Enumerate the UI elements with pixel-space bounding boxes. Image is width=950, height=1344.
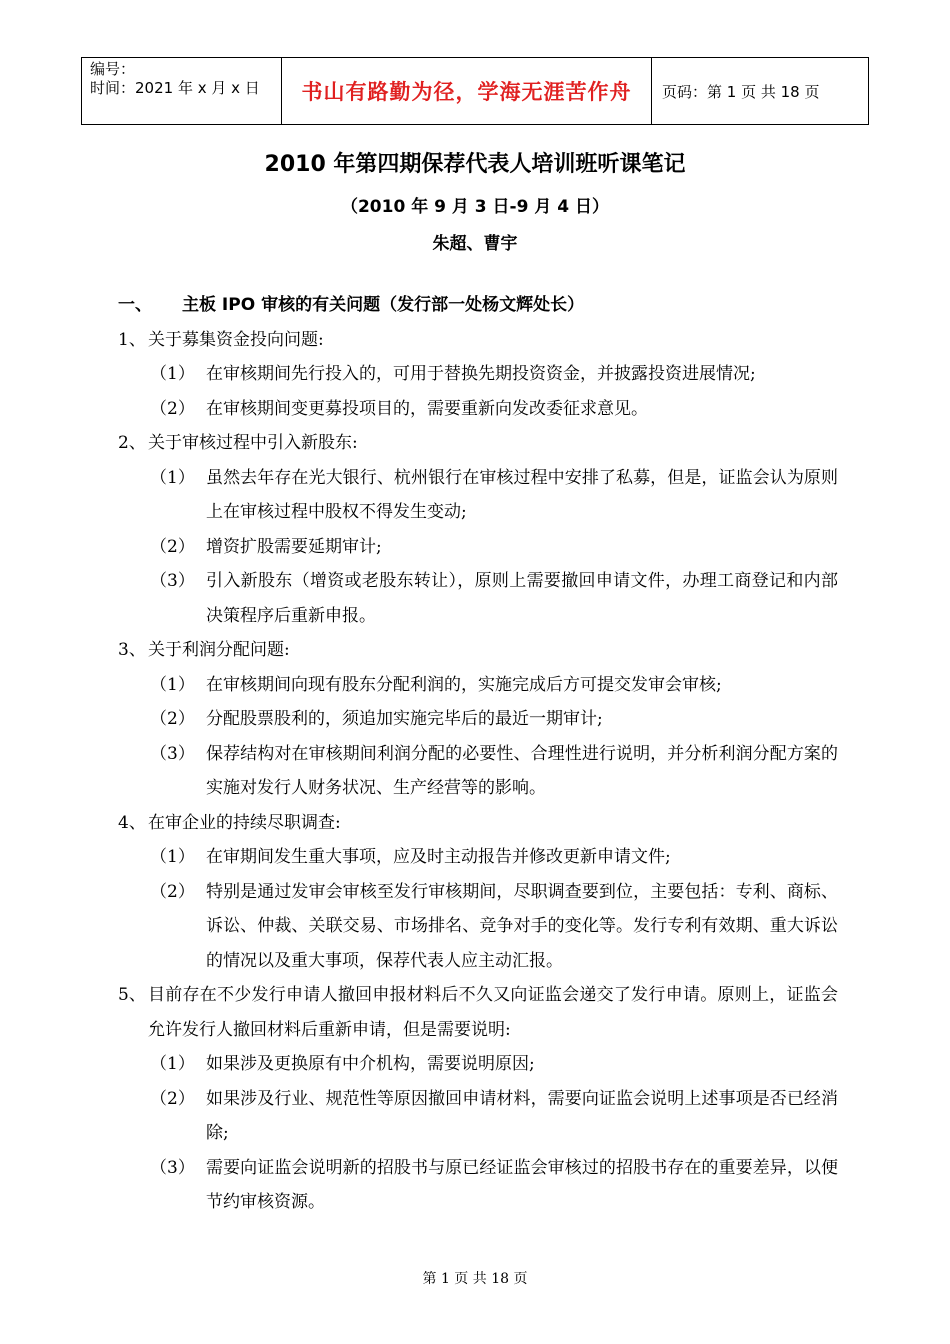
time-label: 时间：2021 年 x 月 x 日	[90, 79, 260, 97]
sub-item: （2） 增资扩股需要延期审计;	[150, 536, 382, 557]
sub-item: （1） 如果涉及更换原有中介机构，需要说明原因;	[150, 1054, 535, 1074]
sub-item: （1） 在审核期间向现有股东分配利润的，实施完成后方可提交发审会审核;	[150, 674, 722, 695]
header-meta	[82, 58, 282, 124]
sub-item: （2） 如果涉及行业、规范性等原因撤回申请材料，需要向证监会说明上述事项是否已经消除;	[150, 1088, 838, 1143]
section-number: 一、	[118, 295, 152, 315]
sub-item: （2） 分配股票股利的，须追加实施完毕后的最近一期审计;	[150, 709, 603, 729]
sub-item: （3） 需要向证监会说明新的招股书与原已经证监会审核过的招股书存在的重要差异，以便节约审核资源。	[150, 1157, 838, 1212]
section-title: 主板 IPO 审核的有关问题（发行部一处杨文辉处长）	[182, 295, 585, 315]
sub-item: （1） 在审核期间先行投入的，可用于替换先期投资资金，并披露投资进展情况;	[150, 364, 756, 384]
sub-item: （1） 虽然去年存在光大银行、杭州银行在审核过程中安排了私募，但是，证监会认为原则上在审核过程中股权不得发生变动;	[150, 467, 838, 522]
section-heading	[118, 288, 838, 323]
motto: 书山有路勤为径，学海无涯苦作舟	[282, 58, 652, 124]
header-box	[81, 57, 869, 125]
sub-item: （3） 引入新股东（增资或老股东转让），原则上需要撤回申请文件，办理工商登记和内部决策程序后重新申报。	[150, 571, 838, 626]
authors: 朱超、曹宇	[432, 234, 518, 254]
sub-item: （2） 特别是通过发审会审核至发行审核期间，尽职调查要到位，主要包括：专利、商标、诉讼、仲裁、关联交易、市场排名、竞争对手的变化等。发行专利有效期、重大诉讼的情况以及重大事项，保荐代表人应主动汇报。	[150, 881, 838, 971]
sub-item: （2） 在审核期间变更募投项目的，需要重新向发改委征求意见。	[150, 398, 648, 419]
list-item: 1、 关于募集资金投向问题:	[118, 329, 324, 350]
document-body	[118, 288, 838, 1220]
sub-item: （1） 在审期间发生重大事项，应及时主动报告并修改更新申请文件;	[150, 847, 671, 867]
list-item: 2、 关于审核过程中引入新股东:	[118, 433, 358, 453]
document-title: 2010 年第四期保荐代表人培训班听课笔记	[264, 152, 686, 177]
page-footer: 第 1 页 共 18 页	[422, 1271, 528, 1287]
sub-item: （3） 保荐结构对在审核期间利润分配的必要性、合理性进行说明，并分析利润分配方案的实施对发行人财务状况、生产经营等的影响。	[150, 743, 838, 798]
number-label: 编号：	[90, 60, 136, 78]
page-label: 页码：第 1 页 共 18 页	[662, 82, 820, 101]
list-item: 3、 关于利润分配问题:	[118, 640, 290, 660]
date-range: （2010 年 9 月 3 日-9 月 4 日）	[340, 197, 610, 217]
list-item: 5、 目前存在不少发行申请人撤回申报材料后不久又向证监会递交了发行申请。原则上，证监会允许发行人撤回材料后重新申请，但是需要说明:	[118, 985, 838, 1040]
list-item: 4、 在审企业的持续尽职调查:	[118, 812, 341, 833]
